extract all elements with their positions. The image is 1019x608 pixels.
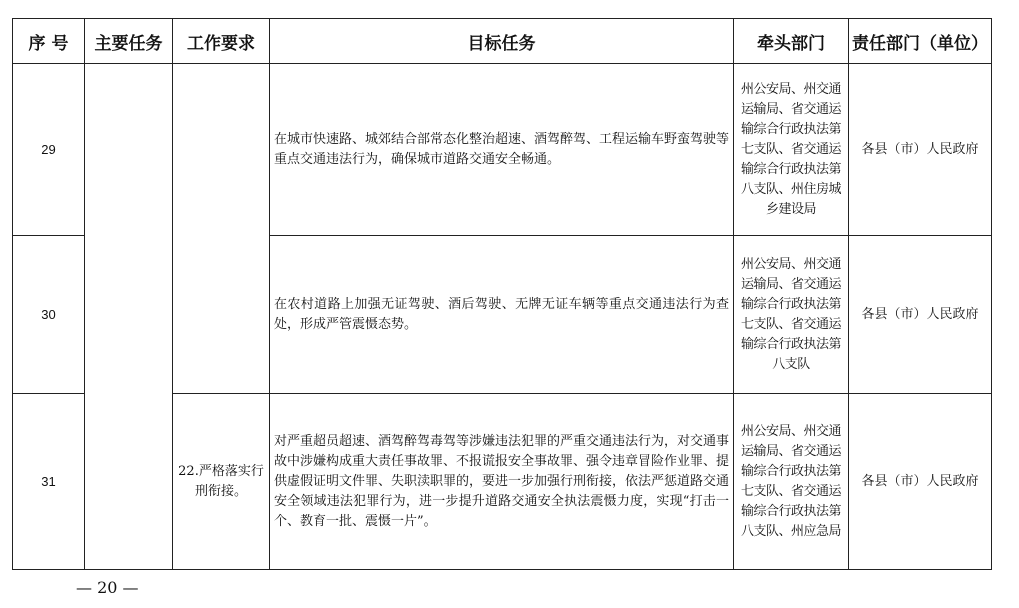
header-target: 目标任务 (270, 19, 734, 64)
lead-dept-cell: 州公安局、州交通运输局、省交通运输综合行政执法第七支队、省交通运输综合行政执法第八支队 (734, 236, 849, 394)
target-cell: 对严重超员超速、酒驾醉驾毒驾等涉嫌违法犯罪的严重交通违法行为，对交通事故中涉嫌构成重大责任事故罪、不报谎报安全事故罪、强令违章冒险作业罪、提供虚假证明文件罪、失职渎职罪的，要进一步加强行刑衔接，依法严惩道路交通安全领域违法犯罪行为，进一步提升道路交通安全执法震慑力度，实现“打击一个、教育一批、震慑一片”。 (270, 394, 734, 570)
requirement-cell: 22.严格落实行刑衔接。 (173, 394, 270, 570)
header-seq: 序 号 (13, 19, 85, 64)
resp-dept-cell: 各县（市）人民政府 (849, 236, 992, 394)
header-resp-dept: 责任部门（单位） (849, 19, 992, 64)
resp-dept-cell: 各县（市）人民政府 (849, 394, 992, 570)
lead-dept-cell: 州公安局、州交通运输局、省交通运输综合行政执法第七支队、省交通运输综合行政执法第八支队、州住房城乡建设局 (734, 64, 849, 236)
table-row (13, 64, 992, 236)
resp-dept-cell: 各县（市）人民政府 (849, 64, 992, 236)
header-requirement: 工作要求 (173, 19, 270, 64)
page-number: — 20 — (76, 578, 139, 597)
header-lead-dept: 牵头部门 (734, 19, 849, 64)
target-cell: 在农村道路上加强无证驾驶、酒后驾驶、无牌无证车辆等重点交通违法行为查处，形成严管震慑态势。 (270, 236, 734, 394)
target-cell: 在城市快速路、城郊结合部常态化整治超速、酒驾醉驾、工程运输车野蛮驾驶等重点交通违法行为，确保城市道路交通安全畅通。 (270, 64, 734, 236)
row-number: 30 (13, 236, 85, 394)
table-header-row (13, 19, 992, 64)
task-table (12, 18, 992, 570)
lead-dept-cell: 州公安局、州交通运输局、省交通运输综合行政执法第七支队、省交通运输综合行政执法第八支队、州应急局 (734, 394, 849, 570)
row-number: 31 (13, 394, 85, 570)
requirement-cell (173, 64, 270, 394)
header-main-task: 主要任务 (85, 19, 173, 64)
main-task-cell (85, 64, 173, 570)
row-number: 29 (13, 64, 85, 236)
